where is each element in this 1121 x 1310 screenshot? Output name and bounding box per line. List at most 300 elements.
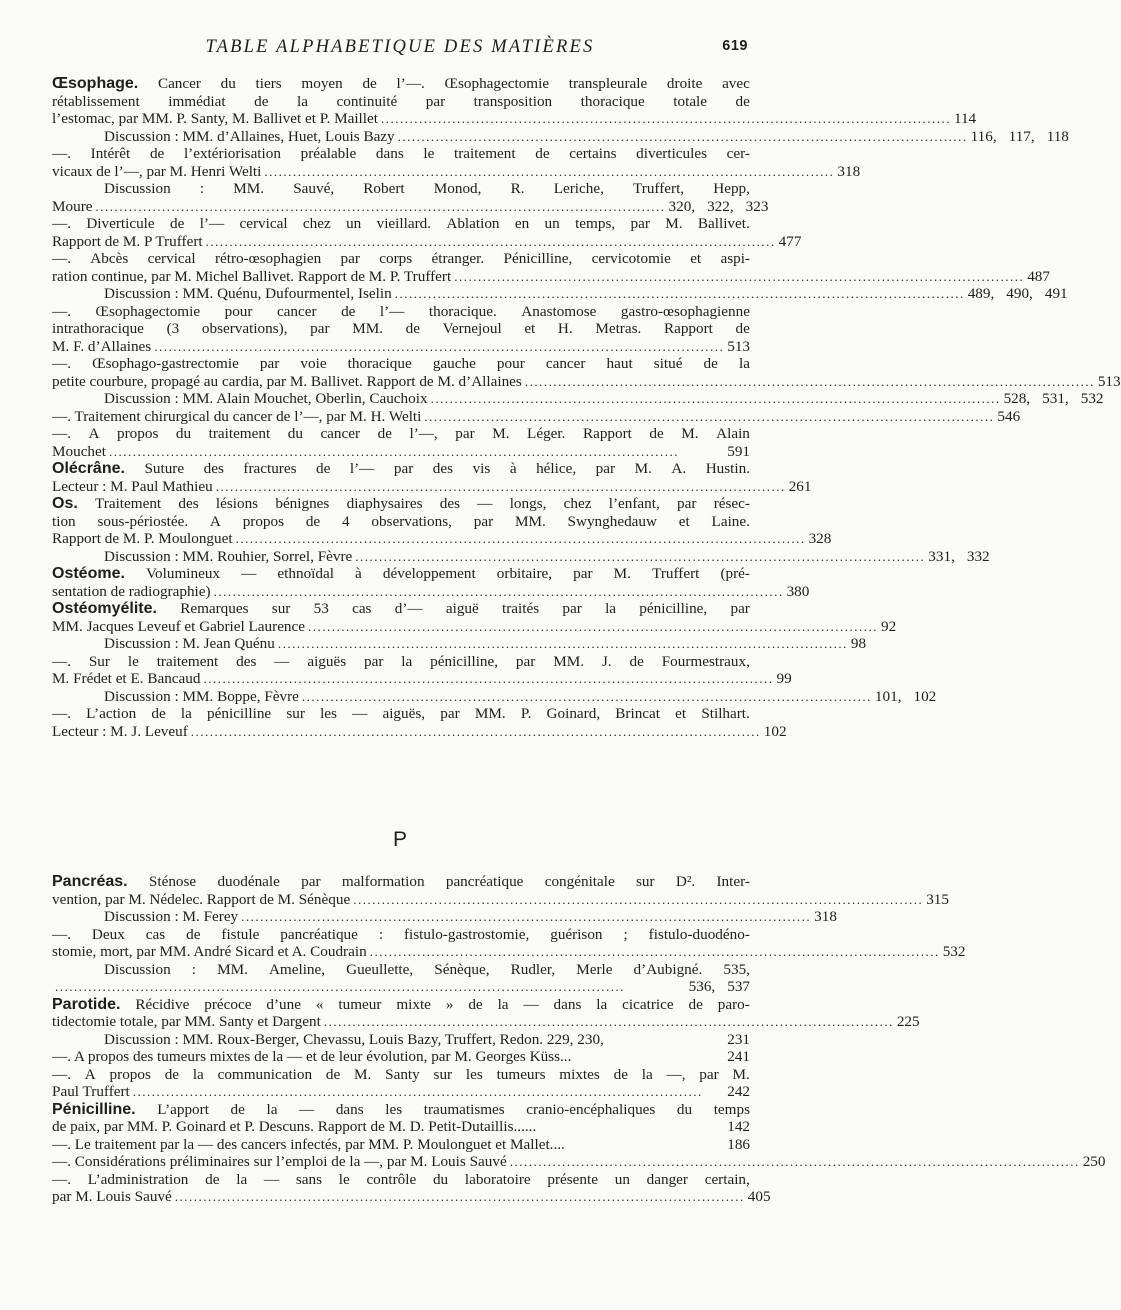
word: d’Aubigné.	[633, 960, 703, 978]
word: et	[675, 705, 687, 722]
page-references	[779, 233, 802, 251]
page-references	[926, 891, 949, 909]
word: les	[320, 705, 337, 722]
page-ref: 225	[896, 1013, 920, 1030]
word: du	[175, 425, 192, 442]
word: malformation	[341, 873, 425, 890]
word: la	[297, 92, 308, 110]
word: A	[88, 425, 100, 442]
word: Anastomose	[521, 302, 597, 320]
word: Léger.	[527, 425, 566, 442]
line-text	[52, 320, 750, 338]
leader-dots: ........................................................................................................................	[205, 233, 776, 249]
word: pancréatique	[445, 873, 524, 890]
word: diverticules	[636, 145, 708, 162]
leader-dots: ........................................................................................................................	[154, 338, 725, 354]
line-text: Rapport de M. P. Moulonguet	[52, 530, 233, 547]
word: sur	[286, 705, 305, 722]
word: préalable	[300, 145, 357, 162]
word: Œsophagectomie	[95, 302, 201, 320]
word: situé	[653, 355, 683, 372]
line-text: vention, par M. Nédelec. Rapport de M. Sénèque	[52, 890, 351, 908]
word: —	[241, 565, 257, 582]
word: Hustin.	[705, 460, 750, 477]
word: tiers	[255, 75, 282, 92]
word: l’—	[349, 460, 375, 477]
word: «	[315, 995, 324, 1013]
word: ;	[623, 925, 628, 943]
line-text: Discussion : MM. d’Allaines, Huet, Louis Bazy	[104, 127, 395, 145]
word: dans	[335, 1100, 364, 1118]
word: Intérêt	[90, 145, 131, 162]
page-number: 619	[722, 38, 748, 54]
word: la	[641, 1065, 653, 1083]
word: —	[352, 705, 368, 722]
line-text	[104, 180, 750, 198]
leader-dots: ........................................................................................................................	[301, 688, 872, 704]
page-references	[1098, 373, 1121, 391]
word: —	[263, 1170, 280, 1188]
word: la	[180, 705, 192, 722]
line-text: petite courbure, propagé au cardia, par M. Ballivet. Rapport de M. d’Allaines	[52, 372, 522, 390]
index-section-p	[52, 873, 1106, 1206]
index-line	[52, 390, 1104, 408]
index-line	[52, 425, 750, 443]
word: par	[630, 215, 650, 232]
index-line	[52, 547, 990, 566]
line-text: Moure	[52, 197, 93, 215]
word: aiguës,	[382, 705, 426, 722]
page-references	[875, 688, 936, 706]
word: »	[445, 995, 454, 1013]
index-entry-head-line	[52, 873, 750, 891]
headword: Ostéome.	[52, 565, 125, 582]
word: MM.	[474, 705, 506, 722]
index-line	[52, 477, 812, 496]
line-text	[52, 425, 750, 443]
word: et	[524, 320, 536, 337]
index-line	[52, 978, 750, 996]
headword: Os.	[52, 495, 78, 512]
word: pour	[496, 355, 525, 372]
word: cancer	[276, 302, 317, 320]
line-text	[104, 961, 750, 979]
leader-dots: ........................................................................................................................	[235, 531, 806, 546]
index-line	[52, 232, 802, 251]
word: thoracique.	[428, 302, 497, 320]
word: :	[199, 180, 205, 197]
word: par	[699, 1065, 719, 1083]
page-ref: 92	[881, 617, 897, 635]
leader-dots: ........................................................................................................................	[430, 391, 1001, 406]
word: intrathoracique	[52, 320, 144, 337]
word: —.	[52, 425, 71, 442]
index-line	[52, 653, 750, 671]
word: M.	[681, 425, 699, 442]
word: tumeurs	[496, 1065, 546, 1083]
word: congénitale	[544, 873, 615, 890]
word: la	[192, 1065, 204, 1083]
index-line	[52, 926, 750, 944]
word: A.	[671, 460, 687, 477]
running-header	[0, 37, 800, 61]
line-text	[52, 250, 750, 268]
page-references	[997, 408, 1020, 426]
word: M.	[732, 1065, 750, 1083]
word: MM.	[514, 512, 546, 530]
index-line	[52, 1031, 750, 1049]
leader-dots: ........................................................................................................................	[277, 636, 848, 651]
word: —,	[666, 1065, 686, 1083]
index-line	[52, 320, 750, 338]
word: Suture	[144, 460, 185, 477]
word: paro-	[717, 995, 750, 1013]
word: D².	[675, 873, 696, 890]
page-ref: 186	[727, 1135, 750, 1153]
index-entry-head-line	[52, 460, 750, 478]
page-ref: 537	[727, 978, 750, 995]
word: le	[423, 145, 435, 162]
page-references	[689, 978, 750, 996]
word: corps	[379, 250, 413, 267]
page-ref: 546	[997, 407, 1021, 425]
word: Récidive	[135, 995, 190, 1013]
leader-dots: ........................................................................................................................	[132, 1084, 703, 1099]
leader-dots: ........................................................................................................................	[454, 268, 1025, 284]
word: l’extériorisation	[183, 145, 281, 162]
word: A	[84, 1065, 96, 1083]
word: Pénicilline,	[503, 250, 573, 267]
word: d’—	[394, 600, 423, 617]
leader-dots: ........................................................................................................................	[424, 408, 995, 424]
word: —.	[52, 705, 71, 722]
leader-dots: ........................................................................................................................	[264, 163, 835, 179]
word: MM.	[352, 320, 383, 337]
page-references	[1083, 1153, 1106, 1171]
word: de	[688, 995, 703, 1013]
leader-dots: ........................................................................................................................	[213, 583, 784, 599]
page-ref: 536,	[688, 978, 716, 995]
page-references	[881, 618, 896, 636]
word: propos	[242, 512, 285, 530]
word: traitement	[454, 145, 516, 162]
page-ref: 320,	[668, 197, 696, 215]
page-ref: 322,	[707, 197, 734, 215]
line-text: —. Traitement chirurgical du cancer de l’—, par M. H. Welti	[52, 407, 422, 425]
index-line	[52, 127, 1069, 146]
word: par	[562, 600, 582, 617]
leader-dots: ........................................................................................................................	[203, 671, 774, 686]
word: fistulo-gastrostomie,	[403, 925, 530, 943]
word: mixtes	[559, 1065, 600, 1083]
word: rétro-œsophagien	[214, 250, 322, 267]
index-line	[52, 1153, 1106, 1171]
word: MM.	[217, 960, 248, 978]
word: de	[170, 215, 185, 232]
word: MM.	[233, 180, 265, 197]
index-line	[52, 530, 832, 548]
word: Vernejoul	[442, 320, 502, 337]
word: d’une	[266, 995, 301, 1013]
word: gauche	[432, 355, 476, 372]
word: à	[509, 460, 517, 477]
line-text: M. F. d’Allaines	[52, 337, 152, 355]
page-references	[1027, 268, 1050, 286]
word: 535,	[723, 960, 750, 978]
line-text	[52, 565, 750, 583]
word: cer-	[726, 145, 750, 162]
word: des	[432, 460, 454, 477]
page-references	[851, 635, 866, 653]
word: M.	[634, 460, 652, 477]
page-references	[837, 163, 860, 181]
word: Monod,	[433, 180, 482, 197]
word: de	[405, 320, 420, 337]
word: MM.	[553, 652, 585, 670]
word: de	[649, 425, 664, 442]
page-ref: 99	[776, 670, 792, 687]
word: observations,	[371, 512, 452, 530]
leader-dots: ........................................................................................................................	[355, 548, 926, 564]
index-line	[52, 1118, 750, 1136]
word: Traitement	[95, 495, 162, 512]
line-text: —. Considérations préliminaires sur l’emploi de la —, par M. Louis Sauvé	[52, 1153, 507, 1170]
index-line	[52, 635, 867, 653]
index-entry-head-line	[52, 495, 750, 513]
word: aiguë	[445, 600, 479, 617]
leader-dots: ........................................................................................................................	[174, 1189, 745, 1204]
word: mixte	[396, 995, 431, 1013]
word: hélice,	[536, 460, 577, 477]
page-ref: 231	[727, 1030, 750, 1048]
word: cancer	[320, 425, 361, 442]
line-text: M. Frédet et E. Bancaud	[52, 670, 201, 687]
page-references	[727, 1118, 750, 1136]
word: —	[477, 495, 493, 512]
page-ref: 490,	[1006, 285, 1033, 302]
index-line	[52, 1066, 750, 1084]
page-references	[968, 285, 1068, 303]
line-text: tidectomie totale, par MM. Santy et Dargent	[52, 1013, 321, 1030]
line-text: —. A propos des tumeurs mixtes de la — et de leur évolution, par M. Georges Küss...	[52, 1048, 572, 1065]
word: de	[613, 1065, 628, 1083]
word: Alain	[716, 425, 750, 442]
word: aiguës	[307, 652, 347, 670]
word: Discussion	[104, 960, 171, 978]
word: Hepp,	[713, 180, 750, 197]
word: cervicotomie	[591, 250, 671, 267]
word: 4	[341, 512, 350, 530]
word: Goinard,	[546, 705, 601, 722]
word: tumeur	[338, 995, 382, 1013]
page-ref: 531,	[1042, 390, 1069, 407]
page-ref: 118	[1046, 127, 1069, 145]
word: thoracique	[580, 92, 645, 110]
word: L’administration	[87, 1170, 189, 1188]
word: chez	[563, 495, 592, 512]
word: traumatismes	[423, 1100, 505, 1118]
word: fistule	[221, 925, 260, 943]
word: —	[299, 1100, 315, 1118]
page-ref: 491	[1044, 285, 1068, 302]
page-references	[814, 908, 837, 926]
word: temps,	[575, 215, 616, 232]
page-ref: 532	[942, 943, 966, 960]
line-text: vicaux de l’—, par M. Henri Welti	[52, 162, 262, 180]
page-ref: 318	[814, 908, 837, 925]
word: pénicilline,	[639, 600, 708, 617]
word: l’—,	[409, 425, 438, 442]
page-references	[943, 943, 966, 961]
word: des	[439, 495, 461, 512]
word: par	[340, 250, 360, 267]
section-letter: P	[392, 828, 407, 851]
line-text	[52, 1101, 750, 1119]
page-references	[789, 478, 812, 496]
word: par	[310, 320, 330, 337]
word: (3	[166, 320, 180, 337]
word: lésions	[215, 495, 259, 512]
word: par	[677, 495, 697, 512]
word: du	[676, 1100, 693, 1118]
word: J.	[601, 652, 612, 670]
word: —.	[52, 1065, 71, 1083]
word: Diverticule	[86, 215, 155, 232]
word: longs,	[509, 495, 547, 512]
index-line	[52, 162, 861, 181]
word: (pré-	[720, 565, 750, 582]
word: laboratoire	[464, 1170, 531, 1188]
index-line	[52, 1048, 750, 1066]
word: :	[191, 960, 196, 978]
line-text: ration continue, par M. Michel Ballivet. Rapport de M. P. Truffert	[52, 267, 452, 285]
word: propos	[117, 425, 159, 442]
page-ref: 405	[747, 1188, 771, 1205]
page-references	[727, 1136, 750, 1154]
word: cranio-encéphaliques	[526, 1100, 656, 1118]
leader-dots: ........................................................................................................................	[190, 723, 761, 739]
word: la	[738, 355, 750, 372]
leader-dots: ........................................................................................................................	[353, 891, 924, 907]
line-text	[52, 513, 750, 531]
word: des	[178, 495, 199, 512]
line-text: Lecteur : M. J. Leveuf	[52, 722, 188, 740]
index-line	[52, 1136, 750, 1154]
word: de	[151, 705, 166, 722]
page-references	[727, 1083, 750, 1101]
page-references	[669, 198, 769, 216]
word: certain,	[704, 1170, 750, 1188]
word: droite	[666, 75, 703, 92]
word: Swynghedauw	[567, 512, 657, 530]
word: du	[220, 75, 236, 92]
word: Brincat	[615, 705, 660, 722]
line-text	[52, 495, 750, 513]
page-ref: 528,	[1003, 390, 1031, 407]
word: par	[573, 565, 593, 582]
word: par	[440, 705, 460, 722]
index-line	[52, 513, 750, 531]
word: Inter-	[716, 873, 750, 890]
word: par	[301, 873, 321, 890]
word: étranger.	[431, 250, 485, 267]
leader-dots: ........................................................................................................................	[215, 478, 786, 494]
word: A	[209, 512, 221, 530]
word: Sénèque,	[434, 960, 490, 978]
index-line	[52, 285, 1068, 303]
line-text: Discussion : M. Jean Quénu	[104, 635, 275, 652]
line-text: Discussion : MM. Alain Mouchet, Oberlin, Cauchoix	[104, 390, 428, 407]
page-ref: 328	[808, 530, 832, 547]
word: pancréatique	[280, 925, 358, 943]
leader-dots: ........................................................................................................................	[369, 944, 940, 959]
word: Truffert	[652, 565, 700, 582]
word: avec	[722, 75, 750, 92]
page-ref: 532	[1080, 390, 1104, 407]
index-line	[52, 267, 1050, 286]
line-text	[52, 355, 750, 373]
word: de	[468, 995, 483, 1013]
word: danger	[646, 1170, 688, 1188]
word: par	[473, 512, 494, 530]
word: le	[127, 652, 139, 670]
word: des	[236, 652, 257, 670]
page-references	[727, 338, 750, 356]
word: sur	[636, 873, 655, 890]
word: communication	[217, 1065, 313, 1083]
word: de	[149, 145, 165, 162]
line-text: —. Le traitement par la — des cancers infectés, par MM. P. Moulonguet et Mallet....	[52, 1135, 565, 1153]
word: Sur	[88, 652, 110, 670]
word: Sauvé,	[293, 180, 335, 197]
headword: Parotide.	[52, 995, 121, 1013]
word: L’action	[86, 705, 137, 722]
index-line	[52, 582, 810, 601]
word: contrôle	[366, 1170, 417, 1188]
word: des	[203, 460, 224, 477]
word: Œsophagectomie	[444, 75, 550, 92]
word: Truffert,	[633, 180, 685, 197]
word: sur	[433, 1065, 453, 1083]
word: Discussion	[104, 180, 171, 197]
line-text	[52, 1066, 750, 1084]
word: —.	[52, 355, 71, 372]
index-line	[52, 705, 750, 723]
word: cas	[352, 600, 372, 617]
page-ref: 114	[953, 110, 977, 127]
line-text	[52, 653, 750, 671]
index-line	[52, 908, 837, 926]
leader-dots: ........................................................................................................................	[55, 979, 625, 994]
line-text	[52, 996, 750, 1014]
page-ref: 250	[1082, 1153, 1106, 1170]
word: —.	[52, 302, 71, 320]
word: dans	[375, 145, 404, 162]
word: M.	[492, 425, 510, 442]
word: M.	[665, 215, 683, 232]
page-ref: 98	[850, 635, 867, 652]
page-ref: 331,	[928, 547, 955, 565]
word: transposition	[473, 92, 553, 110]
page-references	[764, 723, 787, 741]
word: de	[164, 1065, 180, 1083]
word: sur	[271, 600, 291, 617]
index-line	[52, 145, 750, 163]
index-entry-head-line	[52, 1101, 750, 1119]
line-text: par M. Louis Sauvé	[52, 1188, 172, 1205]
page-references	[1004, 390, 1104, 408]
page-ref: 380	[786, 582, 810, 600]
